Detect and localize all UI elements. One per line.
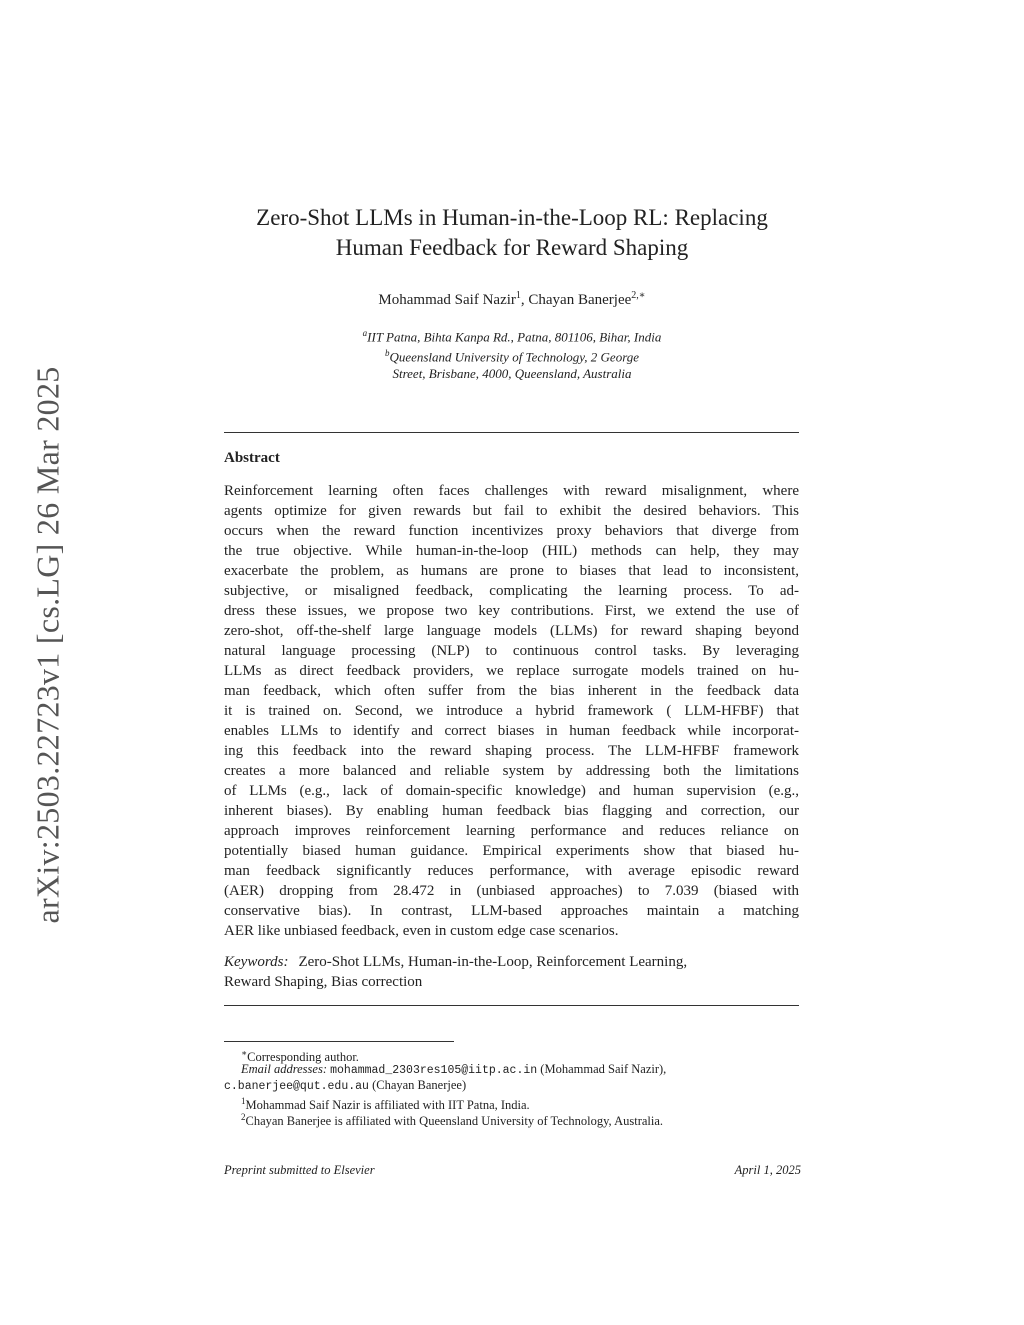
footnote-mark: ∗ [241, 1048, 248, 1058]
page-footer [224, 1163, 801, 1178]
footnote-text: Chayan Banerjee is affiliated with Queensland University of Technology, Australia. [245, 1114, 664, 1129]
abstract-line: it is trained on. Second, we introduce a hybrid framework ( LLM-HFBF) that [224, 703, 799, 719]
email-label: Email addresses: [241, 1062, 327, 1076]
author-list [200, 290, 824, 309]
footnote-email-line [224, 1077, 799, 1093]
keywords-label: Keywords: [224, 954, 289, 970]
affiliation-mark: b [384, 348, 390, 359]
author-affiliation-mark: 2,∗ [631, 290, 646, 301]
affiliations [200, 325, 824, 382]
abstract-line: Reinforcement learning often faces challenges with reward misalignment, where [224, 483, 799, 499]
footnote-text: Mohammad Saif Nazir is affiliated with IIT Patna, India. [245, 1098, 530, 1113]
footnote-1 [224, 1093, 799, 1113]
footnote-text: Corresponding author. [247, 1050, 359, 1065]
paper-title [200, 203, 824, 263]
affiliation-line [200, 325, 824, 345]
abstract-line: approach improves reinforcement learning performance and reduces reliance on [224, 823, 799, 839]
author-name: Chayan Banerjee [528, 292, 632, 308]
footer-date: April 1, 2025 [734, 1163, 801, 1177]
abstract-line: conservative bias). In contrast, LLM-based approaches maintain a matching [224, 903, 799, 919]
affiliation-mark: a [362, 328, 368, 338]
abstract-line: enables LLMs to identify and correct biases in human feedback while incorporat- [224, 723, 799, 739]
email-owner: (Chayan Banerjee) [368, 1078, 467, 1092]
footnotes [224, 1045, 799, 1129]
abstract-line: man feedback significantly reduces performance, with average episodic reward [224, 863, 799, 879]
keywords-line: Reward Shaping, Bias correction [224, 974, 423, 990]
abstract-line: the true objective. While human-in-the-loop (HIL) methods can help, they may [224, 543, 799, 559]
footnote-rule [224, 1041, 454, 1042]
abstract-line: of LLMs (e.g., lack of domain-specific knowledge) and human supervision (e.g., [224, 783, 799, 799]
email-link[interactable]: c.banerjee@qut.edu.au [224, 1080, 369, 1093]
abstract-line: LLMs as direct feedback providers, we replace surrogate models trained on hu- [224, 663, 799, 679]
footnote-mark: 1 [241, 1096, 246, 1106]
abstract-top-rule [224, 432, 799, 433]
abstract-line: natural language processing (NLP) to continuous control tasks. By leveraging [224, 643, 799, 659]
author-affiliation-mark: 1 [515, 290, 521, 301]
author-separator: , [520, 292, 529, 308]
affiliation-line [200, 345, 824, 365]
keywords-text: Zero-Shot LLMs, Human-in-the-Loop, Reinforcement Learning, [298, 954, 688, 970]
abstract-line: ing this feedback into the reward shaping process. The LLM-HFBF framework [224, 743, 799, 759]
abstract-line: AER like unbiased feedback, even in custom edge case scenarios. [224, 923, 619, 939]
title-line: Zero-Shot LLMs in Human-in-the-Loop RL: Replacing [256, 205, 768, 230]
email-link[interactable]: mohammad_2303res105@iitp.ac.in [330, 1064, 538, 1077]
footer-submission-note: Preprint submitted to Elsevier [224, 1163, 375, 1177]
keywords-line [224, 952, 799, 972]
abstract-line: exacerbate the problem, as humans are prone to biases that lead to inconsistent, [224, 563, 799, 579]
arxiv-identifier-stamp[interactable]: arXiv:2503.22723v1 [cs.LG] 26 Mar 2025 [29, 366, 66, 924]
abstract-line: creates a more balanced and reliable system by addressing both the limitations [224, 763, 799, 779]
affiliation-text: IIT Patna, Bihta Kanpa Rd., Patna, 801106, Bihar, India [367, 329, 662, 345]
footnote-corresponding [224, 1045, 799, 1065]
abstract-line: subjective, or misaligned feedback, complicating the learning process. To ad- [224, 583, 799, 599]
affiliation-line [200, 366, 824, 382]
affiliation-text: Queensland University of Technology, 2 George [389, 349, 640, 365]
abstract-line: dress these issues, we propose two key contributions. First, we extend the use of [224, 603, 799, 619]
abstract-line: occurs when the reward function incentivizes proxy behaviors that diverge from [224, 523, 799, 539]
footnote-2 [224, 1109, 799, 1129]
title-line: Human Feedback for Reward Shaping [335, 235, 689, 260]
keywords [224, 952, 799, 992]
email-owner: (Mohammad Saif Nazir), [537, 1062, 667, 1076]
footnote-mark: 2 [241, 1112, 246, 1122]
abstract-line: man feedback, which often suffer from the bias inherent in the feedback data [224, 683, 799, 699]
author-name: Mohammad Saif Nazir [378, 292, 516, 308]
abstract-line: inherent biases). By enabling human feedback bias flagging and correction, our [224, 803, 799, 819]
abstract-bottom-rule [224, 1005, 799, 1006]
abstract-line: (AER) dropping from 28.472 in (unbiased approaches) to 7.039 (biased with [224, 883, 799, 899]
footnote-email-line [224, 1061, 799, 1077]
abstract-heading: Abstract [224, 450, 280, 466]
abstract-body [224, 481, 799, 941]
abstract-line: potentially biased human guidance. Empirical experiments show that biased hu- [224, 843, 799, 859]
abstract-line: agents optimize for given rewards but fail to exhibit the desired behaviors. This [224, 503, 799, 519]
abstract-line: zero-shot, off-the-shelf large language models (LLMs) for reward shaping beyond [224, 623, 799, 639]
affiliation-text: Street, Brisbane, 4000, Queensland, Australia [392, 365, 632, 381]
